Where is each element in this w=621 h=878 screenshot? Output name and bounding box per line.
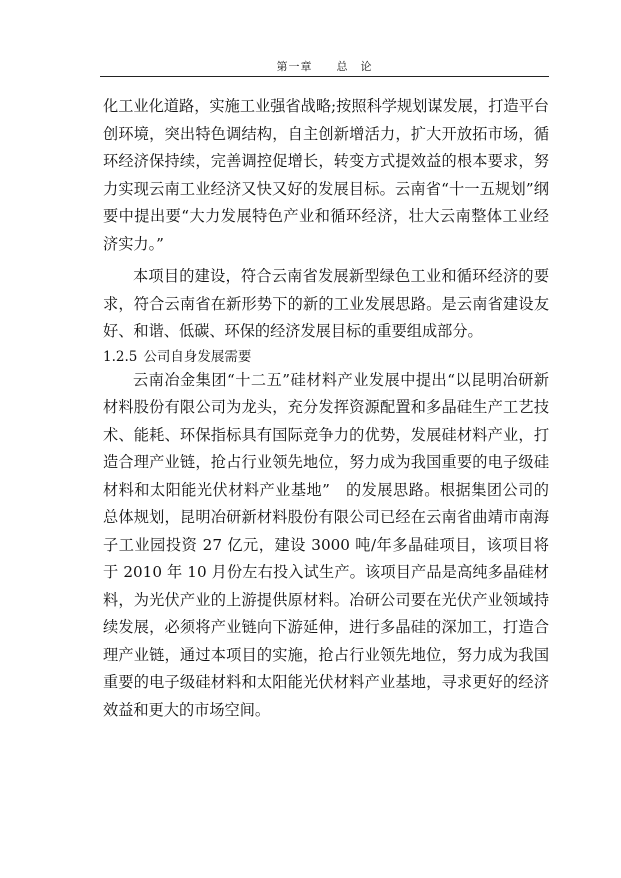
chapter-title: 总 论 <box>336 60 373 73</box>
section-title: 公司自身发展需要 <box>143 348 252 365</box>
running-header <box>100 58 549 74</box>
section-heading <box>103 347 549 367</box>
paragraph-continued: 化工业化道路，实施工业强省战略;按照科学规划谋发展，打造平台创环境，突出特色调结构，自主创新增活力，扩大开放拓市场，循环经济保持续，完善调控促增长，转变方式提效益的根本要求，努力实现云南工业经济又快又好的发展目标。云南省“十一五规划”纲要中提出要“大力发展特色产业和循环经济，壮大云南整体工业经济实力。” <box>103 97 549 253</box>
body-text <box>103 93 549 724</box>
paragraph: 云南冶金集团“十二五”硅材料产业发展中提出“以昆明冶研新材料股份有限公司为龙头，充分发挥资源配置和多晶硅生产工艺技术、能耗、环保指标具有国际竞争力的优势，发展硅材料产业，打造合理产业链，抢占行业领先地位，努力成为我国重要的电子级硅材料和太阳能光伏材料产业基地” 的发展思路。根据集团公司的总体规划，昆明冶研新材料股份有限公司已经在云南省曲靖市南海子工业园投资 27 亿元，建设 3000 吨/年多晶硅项目，该项目将于 2010 年 10 月份左右投入试生产。该项目产品是高纯多晶硅材料，为光伏产业的上游提供原材料。冶研公司要在光伏产业领域持续发展，必须将产业链向下游延伸，进行多晶硅的深加工，打造合理产业链，通过本项目的实施，抢占行业领先地位，努力成为我国重要的电子级硅材料和太阳能光伏材料产业基地，寻求更好的经济效益和更大的市场空间。 <box>103 370 549 719</box>
chapter-number: 第一章 <box>276 60 313 73</box>
paragraph: 本项目的建设，符合云南省发展新型绿色工业和循环经济的要求，符合云南省在新形势下的新的工业发展思路。是云南省建设友好、和谐、低碳、环保的经济发展目标的重要组成部分。 <box>103 267 549 340</box>
header-rule <box>100 76 549 77</box>
section-number: 1.2.5 <box>103 348 138 365</box>
